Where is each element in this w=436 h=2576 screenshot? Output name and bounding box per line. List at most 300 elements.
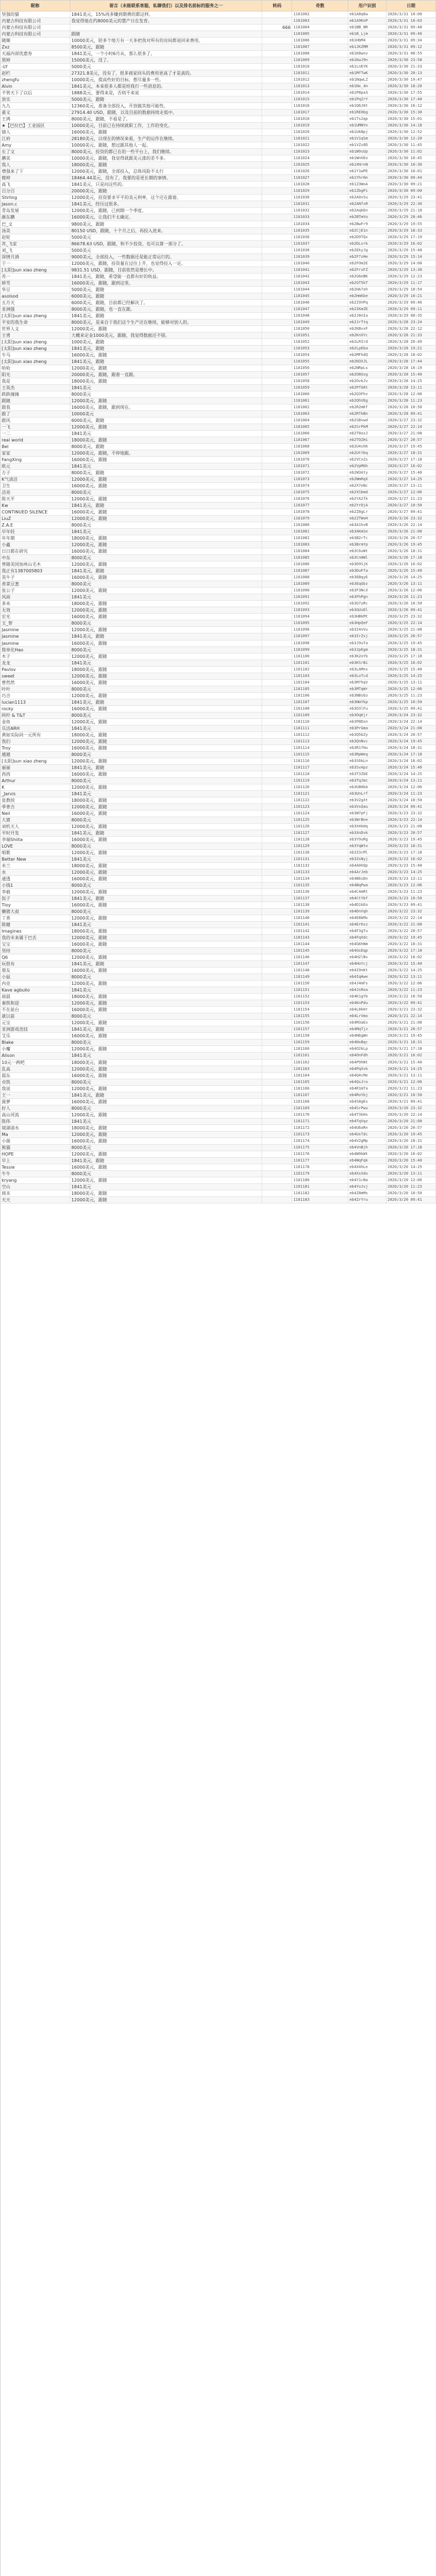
table-row[interactable] [1, 326, 436, 332]
table-row[interactable] [1, 601, 436, 607]
table-row[interactable] [1, 1158, 436, 1164]
cell-date: 2020/3/31 10:00 [386, 11, 436, 17]
cell-number: 1181003 [292, 18, 348, 24]
table-row[interactable] [1, 660, 436, 667]
cell-user-id: eb4Y1cNa [348, 1177, 386, 1183]
table-row[interactable] [1, 483, 436, 489]
cell-date: 2020/3/26 15:40 [386, 568, 436, 574]
table-row[interactable] [1, 214, 436, 221]
table-row[interactable] [1, 706, 436, 712]
table-row[interactable] [1, 667, 436, 673]
table-row[interactable] [1, 38, 436, 44]
column-header-number[interactable]: 奇数 [292, 1, 348, 11]
table-row[interactable] [1, 1060, 436, 1066]
table-row[interactable] [1, 791, 436, 797]
cell-nickname: Jasmine [1, 633, 70, 639]
cell-code [262, 483, 292, 489]
table-row[interactable] [1, 869, 436, 876]
cell-date: 2020/3/20 13:11 [386, 1171, 436, 1177]
table-row[interactable] [1, 457, 436, 463]
table-row[interactable] [1, 922, 436, 928]
table-row[interactable] [1, 241, 436, 247]
table-row[interactable] [1, 293, 436, 300]
table-row[interactable] [1, 902, 436, 909]
cell-message: 8000美元 [70, 686, 263, 692]
table-row[interactable] [1, 57, 436, 64]
table-row[interactable] [1, 496, 436, 503]
cell-code [262, 247, 292, 253]
cell-user-id: eb3NmYkp [348, 699, 386, 705]
table-row[interactable] [1, 123, 436, 129]
table-row[interactable] [1, 463, 436, 470]
table-row[interactable] [1, 594, 436, 601]
cell-nickname: 汤美 [1, 228, 70, 234]
cell-nickname: 我是 [1, 378, 70, 384]
table-row[interactable] [1, 437, 436, 444]
table-row[interactable] [1, 208, 436, 214]
table-row[interactable] [1, 1099, 436, 1105]
table-row[interactable] [1, 11, 436, 18]
table-row[interactable] [1, 522, 436, 529]
table-row[interactable] [1, 896, 436, 902]
table-row[interactable] [1, 359, 436, 365]
table-row[interactable] [1, 620, 436, 627]
cell-user-id: eb1ZbgPi [348, 188, 386, 194]
table-row[interactable] [1, 948, 436, 954]
table-row[interactable] [1, 136, 436, 142]
table-row[interactable] [1, 1112, 436, 1118]
column-header-nickname[interactable]: 昵称 [1, 1, 70, 11]
cell-date: 2020/3/23 20:57 [386, 830, 436, 836]
table-row[interactable] [1, 365, 436, 372]
table-row[interactable] [1, 509, 436, 516]
cell-user-id: eb4ZrYru [348, 1197, 386, 1203]
table-row[interactable] [1, 201, 436, 208]
table-row[interactable] [1, 1171, 436, 1177]
cell-date: 2020/3/20 23:32 [386, 1105, 436, 1111]
table-row[interactable] [1, 489, 436, 496]
table-row[interactable] [1, 535, 436, 542]
table-row[interactable] [1, 607, 436, 614]
table-row[interactable] [1, 784, 436, 791]
table-row[interactable] [1, 640, 436, 647]
table-row[interactable] [1, 1073, 436, 1079]
cell-date: 2020/3/25 10:50 [386, 699, 436, 705]
cell-number: 1181064 [292, 418, 348, 424]
cell-date: 2020/3/26 13:11 [386, 581, 436, 587]
table-row[interactable] [1, 719, 436, 725]
cell-user-id: eb4QsJro [348, 1079, 386, 1085]
cell-code [262, 31, 292, 37]
table-row[interactable] [1, 856, 436, 863]
table-row[interactable] [1, 967, 436, 974]
table-row[interactable] [1, 837, 436, 843]
table-row[interactable] [1, 254, 436, 261]
cell-date: 2020/3/25 12:06 [386, 686, 436, 692]
cell-user-id: eb4G6hNm [348, 941, 386, 947]
cell-nickname: 内蒙古科技有限公司 [1, 18, 70, 24]
cell-nickname: 哈哈 [1, 365, 70, 371]
table-row[interactable] [1, 280, 436, 287]
cell-user-id: eb2I9VPq [348, 300, 386, 306]
table-row[interactable] [1, 987, 436, 994]
table-row[interactable] [1, 129, 436, 136]
cell-code [262, 542, 292, 548]
cell-number: 1181013 [292, 83, 348, 89]
cell-nickname: 多米 [1, 601, 70, 607]
table-row[interactable] [1, 83, 436, 90]
table-row[interactable] [1, 561, 436, 568]
table-row[interactable] [1, 332, 436, 339]
cell-number: 1181105 [292, 686, 348, 692]
cell-date: 2020/3/30 20:13 [386, 70, 436, 76]
cell-number: 1181107 [292, 699, 348, 705]
table-row[interactable] [1, 300, 436, 306]
table-row[interactable] [1, 654, 436, 660]
table-row[interactable] [1, 516, 436, 522]
table-row[interactable] [1, 1092, 436, 1099]
cell-nickname: 10元一两吧 [1, 1060, 70, 1066]
cell-user-id: eb3VsQau [348, 804, 386, 810]
table-row[interactable] [1, 739, 436, 745]
cell-code [262, 155, 292, 161]
cell-number: 1181092 [292, 601, 348, 607]
table-row[interactable] [1, 96, 436, 103]
table-row[interactable] [1, 647, 436, 654]
table-row[interactable] [1, 18, 436, 25]
cell-user-id: eb1PqZrY [348, 96, 386, 102]
table-row[interactable] [1, 476, 436, 483]
table-row[interactable] [1, 555, 436, 561]
table-row[interactable] [1, 306, 436, 313]
table-row[interactable] [1, 1053, 436, 1059]
table-row[interactable] [1, 699, 436, 706]
table-row[interactable] [1, 876, 436, 882]
table-row[interactable] [1, 915, 436, 922]
cell-user-id: eb4H2lBv [348, 954, 386, 960]
table-row[interactable] [1, 319, 436, 326]
cell-number: 1181085 [292, 555, 348, 561]
cell-date: 2020/3/29 08:35 [386, 313, 436, 319]
table-row[interactable] [1, 928, 436, 935]
table-row[interactable] [1, 175, 436, 182]
cell-code [262, 1039, 292, 1045]
table-row[interactable] [1, 64, 436, 70]
table-row[interactable] [1, 1020, 436, 1026]
table-row[interactable] [1, 725, 436, 732]
table-row[interactable] [1, 745, 436, 752]
table-row[interactable] [1, 974, 436, 981]
table-row[interactable] [1, 1151, 436, 1158]
table-row[interactable] [1, 548, 436, 555]
table-row[interactable] [1, 228, 436, 234]
table-row[interactable] [1, 568, 436, 575]
cell-user-id: eb2R2mKf [348, 404, 386, 410]
table-row[interactable] [1, 234, 436, 241]
table-row[interactable] [1, 1033, 436, 1039]
table-row[interactable] [1, 732, 436, 739]
table-row[interactable] [1, 909, 436, 915]
cell-code [262, 948, 292, 954]
cell-date: 2020/3/24 13:11 [386, 778, 436, 784]
table-row[interactable] [1, 1118, 436, 1125]
table-row[interactable] [1, 680, 436, 686]
table-row[interactable] [1, 103, 436, 110]
cell-date: 2020/3/27 20:57 [386, 437, 436, 443]
cell-message: 12000美元，跟随 [70, 1066, 263, 1072]
cell-number: 1181109 [292, 712, 348, 718]
cell-date: 2020/3/29 18:33 [386, 228, 436, 234]
table-row[interactable] [1, 70, 436, 77]
table-row[interactable] [1, 778, 436, 784]
table-row[interactable] [1, 1079, 436, 1086]
table-row[interactable] [1, 221, 436, 228]
cell-date: 2020/3/24 12:06 [386, 784, 436, 790]
table-row[interactable] [1, 1197, 436, 1204]
cell-user-id: eb4U6aRn [348, 1125, 386, 1131]
cell-code [262, 418, 292, 424]
table-row[interactable] [1, 954, 436, 961]
table-row[interactable] [1, 261, 436, 267]
cell-nickname: 赵栏 [1, 70, 70, 76]
cell-user-id: eb1BB_NR [348, 25, 386, 31]
table-row[interactable] [1, 418, 436, 424]
cell-user-id: eb3LoTcd [348, 673, 386, 679]
cell-nickname: 米兰 [1, 863, 70, 869]
table-row[interactable] [1, 116, 436, 123]
cell-number: 1181070 [292, 457, 348, 463]
cell-nickname: CONTINUED SILENCE [1, 509, 70, 515]
table-row[interactable] [1, 110, 436, 116]
table-row[interactable] [1, 149, 436, 155]
table-row[interactable] [1, 817, 436, 824]
cell-nickname: Stirling [1, 195, 70, 201]
table-row[interactable] [1, 1086, 436, 1092]
table-row[interactable] [1, 1138, 436, 1145]
table-row[interactable] [1, 411, 436, 418]
cell-code [262, 654, 292, 660]
table-row[interactable] [1, 627, 436, 633]
table-row[interactable] [1, 633, 436, 640]
table-row[interactable] [1, 450, 436, 457]
table-row[interactable] [1, 444, 436, 450]
cell-code [262, 476, 292, 482]
table-row[interactable] [1, 797, 436, 804]
cell-nickname: 高山河流 [1, 1112, 70, 1118]
table-row[interactable] [1, 1105, 436, 1112]
cell-number: 1181040 [292, 261, 348, 267]
cell-code [262, 1073, 292, 1079]
cell-date: 2020/3/22 20:57 [386, 928, 436, 934]
table-row[interactable] [1, 503, 436, 509]
cell-nickname: 空山 [1, 1184, 70, 1190]
cell-user-id: eb4B6sDn [348, 876, 386, 882]
table-row[interactable] [1, 614, 436, 620]
table-row[interactable] [1, 352, 436, 359]
table-row[interactable] [1, 274, 436, 280]
column-header-date[interactable]: 日期 [386, 1, 436, 11]
table-row[interactable] [1, 195, 436, 201]
table-row[interactable] [1, 961, 436, 967]
cell-message: 86678.63 USD，跟随，和不少投资，也可以算一部分了。 [70, 241, 263, 247]
cell-nickname: 一二 [1, 431, 70, 437]
table-row[interactable] [1, 1000, 436, 1007]
table-row[interactable] [1, 765, 436, 771]
cell-message: 18000美元，跟随 [70, 863, 263, 869]
table-row[interactable] [1, 25, 436, 31]
column-header-user-id[interactable]: 用户识别 [348, 1, 386, 11]
table-row[interactable] [1, 581, 436, 588]
table-row[interactable] [1, 1039, 436, 1046]
cell-user-id: eb2KBvxF [348, 326, 386, 332]
table-row[interactable] [1, 1177, 436, 1184]
table-row[interactable] [1, 247, 436, 254]
cell-user-id: eb2HA7oh [348, 287, 386, 293]
column-header-message[interactable]: 留言（未能联系客服，私聊我们）以及排名前标的服务之一 [70, 1, 263, 11]
cell-nickname: 早年轻 [1, 529, 70, 535]
table-row[interactable] [1, 542, 436, 548]
table-row[interactable] [1, 313, 436, 319]
table-row[interactable] [1, 1066, 436, 1073]
table-row[interactable] [1, 686, 436, 693]
table-row[interactable] [1, 77, 436, 83]
table-row[interactable] [1, 404, 436, 411]
table-row[interactable] [1, 994, 436, 1000]
cell-number: 1181075 [292, 489, 348, 495]
cell-code [262, 699, 292, 705]
table-row[interactable] [1, 398, 436, 404]
cell-number: 1181084 [292, 548, 348, 554]
table-row[interactable] [1, 44, 436, 51]
cell-user-id: eb3XnDvk [348, 830, 386, 836]
table-row[interactable] [1, 188, 436, 195]
table-row[interactable] [1, 267, 436, 274]
table-row[interactable] [1, 168, 436, 175]
cell-message: 16000美元，跟随 [70, 967, 263, 973]
cell-user-id: eb1A9KnP [348, 18, 386, 24]
cell-nickname: 小鑫 [1, 542, 70, 548]
table-row[interactable] [1, 90, 436, 96]
cell-message: 5000美元 [70, 64, 263, 70]
table-row[interactable] [1, 51, 436, 57]
table-row[interactable] [1, 1007, 436, 1013]
cell-user-id: eb2QhVEg [348, 398, 386, 404]
table-row[interactable] [1, 1125, 436, 1132]
cell-date: 2020/3/28 22:12 [386, 326, 436, 332]
table-row[interactable] [1, 470, 436, 476]
cell-nickname: K [1, 784, 70, 790]
cell-number: 1181131 [292, 856, 348, 862]
cell-user-id: eb1Y1wPE [348, 168, 386, 174]
table-row[interactable] [1, 1046, 436, 1053]
cell-date: 2020/3/21 10:50 [386, 1092, 436, 1098]
cell-nickname: 元宝 [1, 1020, 70, 1026]
table-row[interactable] [1, 339, 436, 346]
table-row[interactable] [1, 673, 436, 680]
table-row[interactable] [1, 1164, 436, 1171]
table-row[interactable] [1, 142, 436, 149]
cell-user-id: eb4K1gYb [348, 994, 386, 1000]
cell-number: 1181056 [292, 365, 348, 371]
table-row[interactable] [1, 752, 436, 758]
table-row[interactable] [1, 863, 436, 869]
table-row[interactable] [1, 712, 436, 719]
cell-code [262, 758, 292, 764]
table-row[interactable] [1, 850, 436, 856]
table-row[interactable] [1, 588, 436, 594]
table-row[interactable] [1, 1190, 436, 1197]
cell-user-id: eb4SrPwu [348, 1105, 386, 1111]
cell-code [262, 824, 292, 830]
table-row[interactable] [1, 575, 436, 581]
table-row[interactable] [1, 31, 436, 38]
cell-number: 1181055 [292, 359, 348, 365]
cell-number: 1181044 [292, 287, 348, 293]
cell-nickname: 越越 [1, 752, 70, 758]
table-row[interactable] [1, 843, 436, 850]
table-row[interactable] [1, 758, 436, 765]
cell-user-id: eb4ArJeb [348, 869, 386, 875]
table-row[interactable] [1, 431, 436, 437]
table-row[interactable] [1, 1013, 436, 1020]
table-row[interactable] [1, 941, 436, 948]
table-row[interactable] [1, 1132, 436, 1138]
cell-code [262, 915, 292, 921]
column-header-code[interactable]: 转码 [262, 1, 292, 11]
table-row[interactable] [1, 771, 436, 778]
cell-number: 1181110 [292, 719, 348, 725]
table-row[interactable] [1, 882, 436, 889]
cell-user-id: eb1UMNYn [348, 123, 386, 129]
table-row[interactable] [1, 824, 436, 830]
table-row[interactable] [1, 1026, 436, 1033]
table-row[interactable] [1, 1145, 436, 1151]
table-row[interactable] [1, 981, 436, 987]
table-row[interactable] [1, 385, 436, 391]
table-row[interactable] [1, 424, 436, 431]
cell-number: 1181124 [292, 811, 348, 817]
cell-nickname: rocky [1, 706, 70, 712]
table-row[interactable] [1, 155, 436, 162]
cell-code [262, 339, 292, 345]
table-row[interactable] [1, 287, 436, 293]
cell-date: 2020/3/20 19:45 [386, 1132, 436, 1138]
table-row[interactable] [1, 889, 436, 896]
table-row[interactable] [1, 162, 436, 168]
table-row[interactable] [1, 935, 436, 941]
cell-message: 16000美元，跟随 [70, 575, 263, 580]
table-row[interactable] [1, 811, 436, 817]
table-row[interactable] [1, 529, 436, 535]
cell-number: 1181164 [292, 1073, 348, 1079]
table-row[interactable] [1, 830, 436, 837]
table-row[interactable] [1, 182, 436, 188]
cell-nickname: 增强来了下 [1, 168, 70, 174]
cell-user-id: eb4RoYbj [348, 1092, 386, 1098]
cell-user-id: eb3ZsNyj [348, 856, 386, 862]
table-row[interactable] [1, 346, 436, 352]
cell-message: 1000美元，跟随 [70, 339, 263, 345]
table-row[interactable] [1, 693, 436, 699]
cell-date: 2020/3/25 11:23 [386, 693, 436, 699]
table-row[interactable] [1, 378, 436, 385]
table-row[interactable] [1, 372, 436, 378]
cell-user-id: eb3I4nVu [348, 627, 386, 633]
table-row[interactable] [1, 391, 436, 398]
table-row[interactable] [1, 1184, 436, 1190]
cell-nickname: 牛牛 [1, 1171, 70, 1177]
table-row[interactable] [1, 804, 436, 811]
